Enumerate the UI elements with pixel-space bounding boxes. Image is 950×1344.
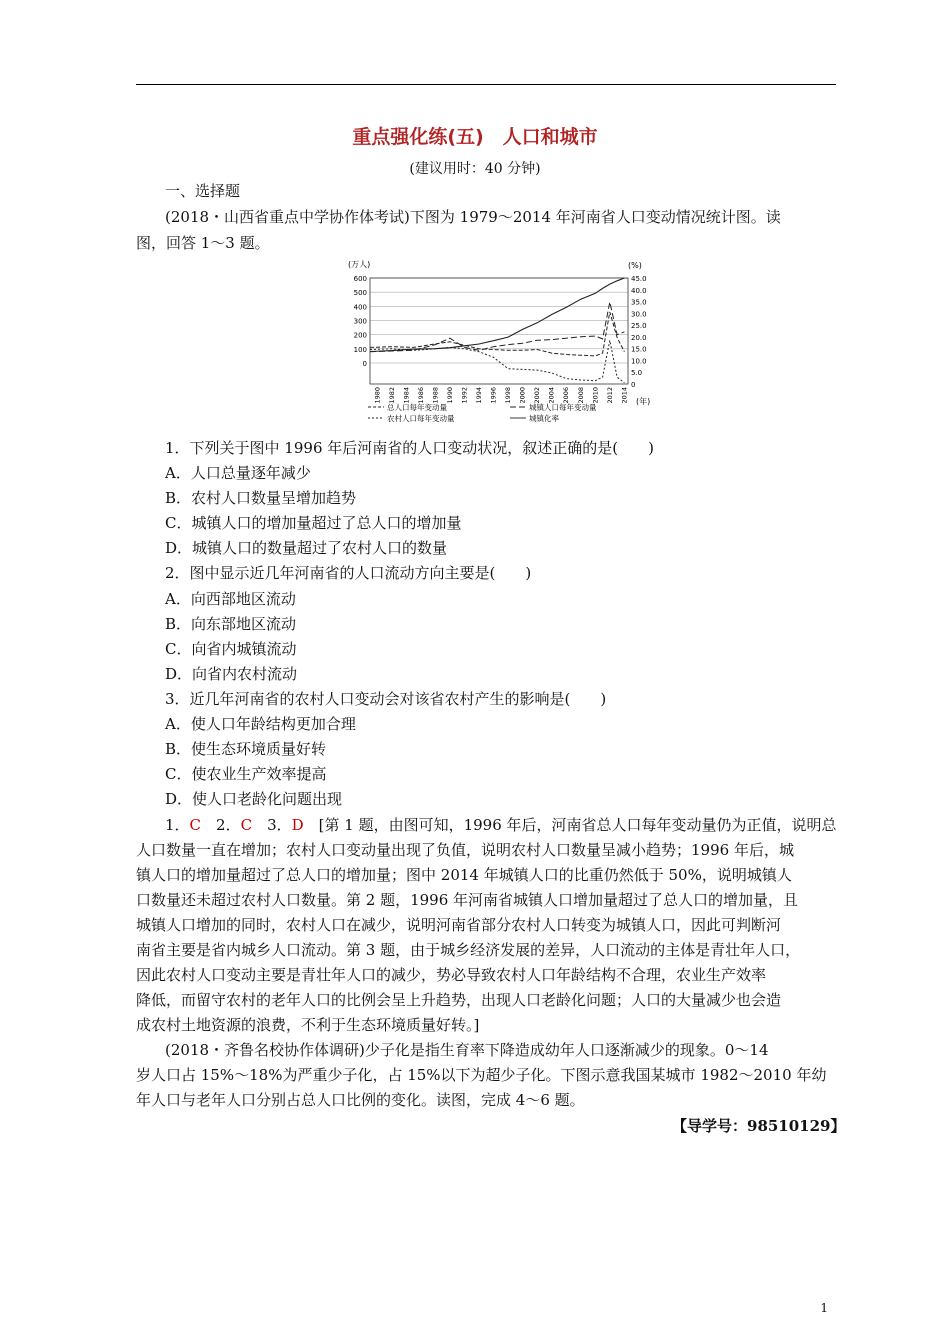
x-tick-label: 2000	[518, 387, 527, 404]
q3-option-b: B．使生态环境质量好转	[165, 740, 327, 758]
population-chart	[340, 258, 660, 428]
x-tick-label: 2004	[547, 387, 556, 404]
series-line-3	[370, 340, 624, 383]
right-tick-label: 25.0	[631, 322, 647, 331]
x-tick-label: 1988	[431, 387, 440, 404]
q2-option-a: A．向西部地区流动	[165, 590, 296, 608]
right-tick-label: 15.0	[631, 345, 647, 354]
left-tick-label: 0	[362, 360, 367, 368]
answer-explanation-line: 降低，而留守农村的老年人口的比例会呈上升趋势，出现人口老龄化问题；人口的大量减少也会造	[136, 991, 782, 1009]
x-tick-label: 2010	[591, 387, 600, 404]
q3-option-c: C．使农业生产效率提高	[165, 765, 327, 783]
left-tick-label: 300	[353, 317, 367, 326]
right-tick-label: 20.0	[631, 333, 647, 342]
series-line-2	[370, 302, 624, 352]
answer-explanation-line: 城镇人口增加的同时，农村人口在减少，说明河南省部分农村人口转变为城镇人口，因此可判断河	[136, 916, 782, 934]
q3-stem: 3．近几年河南省的农村人口变动会对该省农村产生的影响是( )	[165, 690, 607, 708]
year-unit-label: (年)	[636, 397, 651, 406]
right-tick-label: 10.0	[631, 357, 647, 366]
right-tick-label: 45.0	[631, 275, 647, 283]
x-axis-ticks	[373, 387, 628, 404]
left-unit-label: (万人)	[348, 260, 371, 269]
x-tick-label: 2006	[562, 387, 571, 404]
x-tick-label: 1990	[445, 387, 454, 404]
x-tick-label: 1996	[489, 387, 498, 404]
x-tick-label: 1992	[460, 387, 469, 404]
x-tick-label: 2002	[533, 387, 542, 404]
answer-explanation-line: 人口数量一直在增加；农村人口变动量出现了负值，说明农村人口数量呈减小趋势；1996 年后，城	[136, 841, 794, 859]
right-tick-label: 35.0	[631, 298, 647, 307]
header-rule	[136, 84, 836, 85]
guide-number: 【导学号：98510129】	[672, 1117, 846, 1135]
answer-1: C	[189, 816, 202, 834]
right-axis-ticks	[631, 275, 647, 389]
legend-label: 城镇人口每年变动量	[529, 403, 597, 412]
answer-line-1: 1．C 2．C 3．D [第 1 题，由图可知，1996 年后，河南省总人口每年变动量仍为正值，说明总	[165, 816, 837, 834]
q2-option-b: B．向东部地区流动	[165, 615, 297, 633]
right-tick-label: 30.0	[631, 310, 647, 319]
q1-option-d: D．城镇人口的数量超过了农村人口的数量	[165, 539, 448, 557]
x-tick-label: 1986	[416, 387, 425, 404]
x-tick-label: 1982	[387, 387, 396, 404]
q3-option-a: A．使人口年龄结构更加合理	[165, 715, 356, 733]
legend-label: 农村人口每年变动量	[387, 414, 455, 423]
answer-explanation-line: 南省主要是省内城乡人口流动。第 3 题，由于城乡经济发展的差异，人口流动的主体是青壮年人口，	[136, 941, 801, 959]
right-unit-label: (%)	[628, 261, 642, 270]
q3-option-d: D．使人口老龄化问题出现	[165, 790, 343, 808]
x-tick-label: 1998	[504, 387, 513, 404]
answer-explanation-line: 口数量还未超过农村人口数量。第 2 题，1996 年河南省城镇人口增加量超过了总人口的增加量，且	[136, 891, 799, 909]
q2-option-d: D．向省内农村流动	[165, 665, 298, 683]
answer-explanation-line: 镇人口的增加量超过了总人口的增加量；图中 2014 年城镇人口的比重仍然低于 50%，说明城镇人	[136, 866, 792, 884]
right-tick-label: 0	[631, 381, 636, 389]
q1-stem: 1．下列关于图中 1996 年后河南省的人口变动状况，叙述正确的是( )	[165, 439, 654, 457]
q1-option-c: C．城镇人口的增加量超过了总人口的增加量	[165, 514, 462, 532]
page-title: 重点强化练(五) 人口和城市	[352, 126, 598, 148]
plot-frame	[370, 278, 628, 384]
x-tick-label: 2012	[605, 387, 614, 404]
section-heading: 一、选择题	[165, 182, 241, 200]
intro2-line-2: 岁人口占 15%～18%为严重少子化，占 15%以下为超少子化。下图示意我国某城市 1982～2010 年幼	[136, 1066, 827, 1084]
q1-option-a: A．人口总量逐年减少	[165, 464, 311, 482]
series-line-4	[370, 278, 624, 352]
x-tick-label: 1980	[373, 387, 382, 404]
answer-3: D	[291, 816, 304, 834]
legend-label: 城镇化率	[529, 414, 559, 423]
x-tick-label: 1984	[402, 387, 411, 404]
q2-option-c: C．向省内城镇流动	[165, 640, 297, 658]
x-tick-label: 2008	[576, 387, 585, 404]
left-tick-label: 100	[353, 345, 367, 354]
intro2-line-1: (2018・齐鲁名校协作体调研)少子化是指生育率下降造成幼年人口逐渐减少的现象。0～14	[165, 1041, 769, 1059]
answer-explanation-line: 成农村土地资源的浪费，不利于生态环境质量好转。]	[136, 1016, 480, 1034]
x-tick-label: 2014	[620, 387, 629, 404]
left-axis-ticks	[354, 275, 367, 368]
page-number: 1	[820, 1301, 828, 1315]
left-tick-label: 600	[353, 275, 367, 283]
answer-2: C	[240, 816, 253, 834]
series-lines	[370, 278, 624, 383]
x-tick-label: 1994	[475, 387, 484, 404]
right-tick-label: 5.0	[631, 369, 643, 378]
q2-stem: 2．图中显示近几年河南省的人口流动方向主要是( )	[165, 564, 532, 582]
left-tick-label: 400	[353, 303, 367, 312]
chart-legend	[368, 402, 597, 423]
left-tick-label: 200	[353, 331, 367, 340]
intro1-line-2: 图，回答 1～3 题。	[136, 234, 270, 252]
left-tick-label: 500	[353, 289, 367, 298]
intro2-line-3: 年人口与老年人口分别占总人口比例的变化。读图，完成 4～6 题。	[136, 1091, 585, 1109]
answer-explanation-line: 因此农村人口变动主要是青壮年人口的减少，势必导致农村人口年龄结构不合理，农业生产效率	[136, 966, 767, 984]
page-subtitle: (建议用时：40 分钟)	[409, 161, 541, 177]
intro1-line-1: (2018・山西省重点中学协作体考试)下图为 1979～2014 年河南省人口变动情况统计图。读	[165, 208, 781, 226]
legend-label: 总人口每年变动量	[387, 403, 447, 412]
q1-option-b: B．农村人口数量呈增加趋势	[165, 489, 357, 507]
right-tick-label: 40.0	[631, 286, 647, 295]
